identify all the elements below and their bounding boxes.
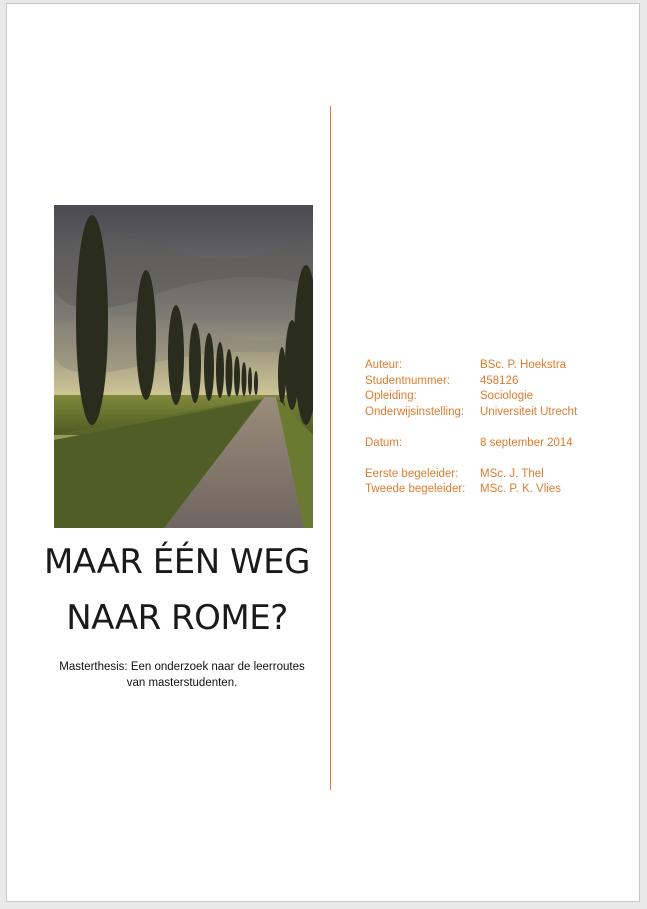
second-supervisor-label: Tweede begeleider: bbox=[365, 483, 466, 495]
info-spacer bbox=[365, 420, 625, 436]
info-row-student-number bbox=[365, 374, 625, 390]
author-info-block bbox=[365, 358, 625, 498]
program-value: Sociologie bbox=[480, 390, 534, 402]
institution-label: Onderwijsinstelling: bbox=[365, 405, 465, 418]
second-supervisor-value: MSc. P. K. Vlies bbox=[480, 483, 561, 495]
title-line-2: NAAR ROME? bbox=[66, 598, 288, 638]
vertical-divider bbox=[330, 106, 331, 790]
title-line-1: MAAR ÉÉN WEG bbox=[44, 542, 310, 582]
subtitle-line-2: van masterstudenten. bbox=[126, 677, 238, 689]
author-value: BSc. P. Hoekstra bbox=[480, 359, 567, 371]
info-row-author bbox=[365, 358, 625, 374]
date-label: Datum: bbox=[365, 436, 403, 449]
first-supervisor-label: Eerste begeleider: bbox=[365, 467, 459, 480]
info-row-institution bbox=[365, 405, 625, 421]
info-spacer bbox=[365, 451, 625, 467]
document-title bbox=[27, 534, 327, 646]
institution-value: Universiteit Utrecht bbox=[480, 405, 578, 418]
info-row-second-supervisor bbox=[365, 482, 625, 498]
info-row-program bbox=[365, 389, 625, 405]
student-number-label: Studentnummer: bbox=[365, 374, 451, 387]
subtitle-line-1: Masterthesis: Een onderzoek naar de leerroutes bbox=[59, 661, 305, 673]
program-label: Opleiding: bbox=[365, 390, 417, 402]
cover-photo bbox=[54, 205, 313, 528]
document-subtitle bbox=[47, 659, 317, 691]
document-page bbox=[6, 3, 640, 902]
student-number-value: 458126 bbox=[480, 374, 519, 387]
first-supervisor-value: MSc. J. Thel bbox=[480, 467, 544, 480]
date-value: 8 september 2014 bbox=[480, 436, 573, 449]
info-row-first-supervisor bbox=[365, 467, 625, 483]
info-row-date bbox=[365, 436, 625, 452]
author-label: Auteur: bbox=[365, 359, 403, 371]
